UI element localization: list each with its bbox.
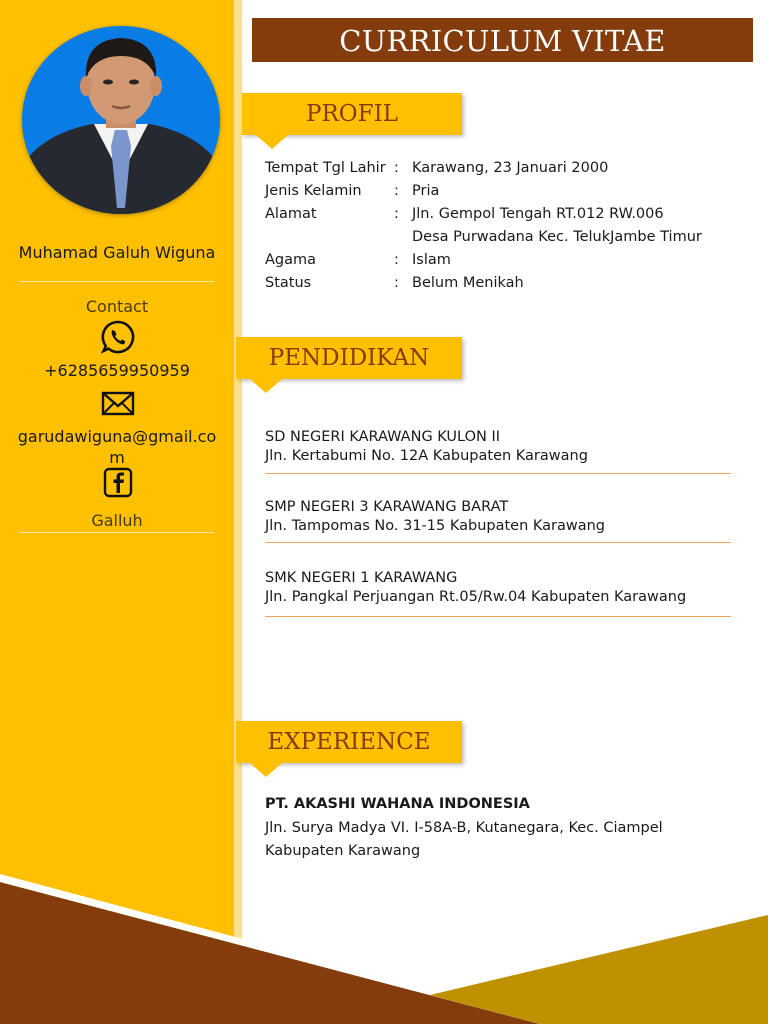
sidebar-divider xyxy=(20,532,214,533)
education-divider xyxy=(265,473,731,474)
profil-label: Status xyxy=(265,275,312,291)
profil-separator: : xyxy=(394,183,399,199)
company-address: Jln. Surya Madya VI. I-58A-B, Kutanegara, Kec. Ciampel Kabupaten Karawang xyxy=(265,820,663,859)
profil-separator: : xyxy=(394,206,399,222)
profil-label: Jenis Kelamin xyxy=(265,183,362,199)
profil-separator: : xyxy=(394,160,399,176)
school-address: Jln. Pangkal Perjuangan Rt.05/Rw.04 Kabupaten Karawang xyxy=(265,589,687,605)
profil-value: Islam xyxy=(412,252,451,268)
contact-heading: Contact xyxy=(85,297,149,316)
sidebar-divider xyxy=(20,281,214,282)
school-address: Jln. Kertabumi No. 12A Kabupaten Karawang xyxy=(265,448,588,464)
banner-tail xyxy=(250,763,282,777)
school-address: Jln. Tampomas No. 31-15 Kabupaten Karawang xyxy=(265,518,606,534)
profil-label: Alamat xyxy=(265,206,317,222)
profil-separator: : xyxy=(394,275,399,291)
profil-separator: : xyxy=(394,252,399,268)
profil-value: Pria xyxy=(412,183,440,199)
experience-heading: EXPERIENCE xyxy=(236,721,462,763)
person-name: Muhamad Galuh Wiguna xyxy=(18,243,216,262)
profil-value: Belum Menikah xyxy=(412,275,524,291)
profil-heading: PROFIL xyxy=(242,93,462,135)
facebook-icon xyxy=(101,466,135,500)
education-divider xyxy=(265,616,731,617)
envelope-icon xyxy=(101,390,135,424)
phone-number[interactable]: +6285659950959 xyxy=(44,361,190,380)
profil-value: Karawang, 23 Januari 2000 xyxy=(412,160,609,176)
profil-value: Jln. Gempol Tengah RT.012 RW.006 xyxy=(412,206,664,222)
school-name: SD NEGERI KARAWANG KULON II xyxy=(265,429,501,445)
profile-photo xyxy=(22,26,220,214)
profil-value: Desa Purwadana Kec. TelukJambe Timur xyxy=(412,229,702,245)
profil-label: Tempat Tgl Lahir xyxy=(265,160,386,176)
email-line-1[interactable]: garudawiguna@gmail.co xyxy=(17,427,217,446)
pendidikan-heading: PENDIDIKAN xyxy=(236,337,462,379)
profil-label: Agama xyxy=(265,252,317,268)
company-name: PT. AKASHI WAHANA INDONESIA xyxy=(265,796,530,812)
facebook-name[interactable]: Galluh xyxy=(91,511,143,530)
page-title: CURRICULUM VITAE xyxy=(252,18,753,62)
banner-tail xyxy=(256,135,288,149)
school-name: SMK NEGERI 1 KARAWANG xyxy=(265,570,458,586)
school-name: SMP NEGERI 3 KARAWANG BARAT xyxy=(265,499,509,515)
whatsapp-icon xyxy=(101,320,135,354)
email-line-2[interactable]: m xyxy=(109,448,125,467)
footer-decoration xyxy=(0,860,768,1024)
banner-tail xyxy=(250,379,282,393)
education-divider xyxy=(265,542,731,543)
